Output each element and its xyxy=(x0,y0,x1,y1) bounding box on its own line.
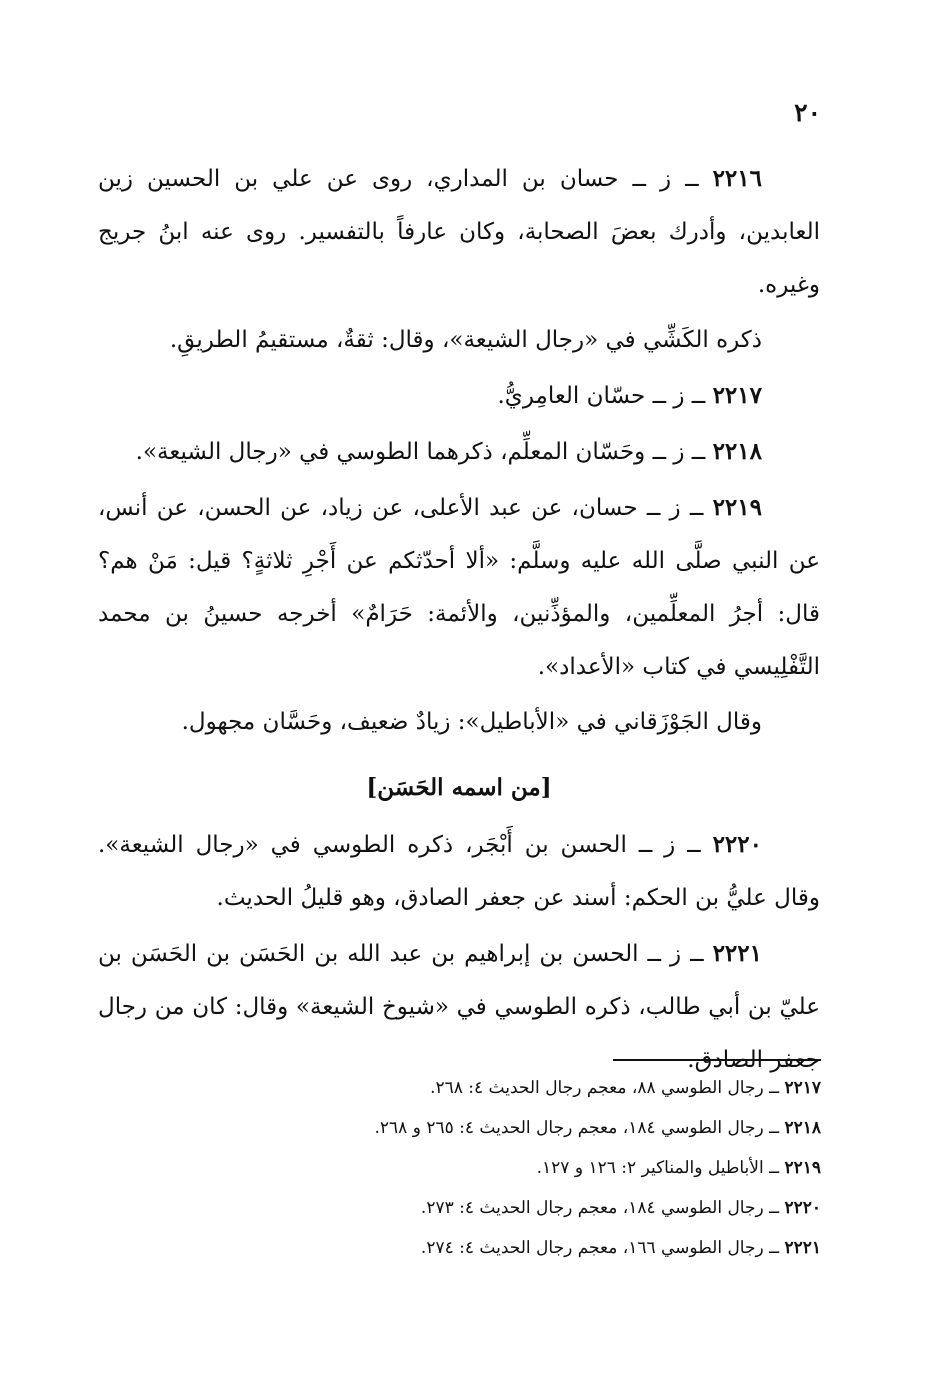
entry-text: ــ ز ــ حسان بن المداري، روى عن علي بن الحسين زين العابدين، وأدرك بعضَ الصحابة، وكان عارفاً بالتفسير. روى عنه ابنُ جريج وغيره. xyxy=(98,166,820,298)
entry-2221 xyxy=(98,927,820,1087)
footnote-2219 xyxy=(201,1148,821,1188)
entry-2216-continuation: ذكره الكَشِّي في «رجال الشيعة»، وقال: ثقةٌ، مستقيمُ الطريقِ. xyxy=(169,327,762,353)
entry-2218 xyxy=(98,425,820,479)
footnote-text: ــ رجال الطوسي ١٨٤، معجم رجال الحديث ٤: ٢٧٣. xyxy=(420,1198,785,1218)
entry-number: ٢٢١٧ xyxy=(712,382,762,409)
entry-number: ٢٢١٨ xyxy=(712,438,762,465)
entry-number: ٢٢١٩ xyxy=(712,494,762,521)
entry-2219-continuation: وقال الجَوْزَقاني في «الأباطيل»: زيادٌ ضعيف، وحَسَّان مجهول. xyxy=(181,709,762,735)
entry-2219 xyxy=(98,481,820,694)
entry-text: ــ ز ــ الحسن بن أَبْجَر، ذكره الطوسي في «رجال الشيعة». وقال عليُّ بن الحكم: أسند عن جعفر الصادق، وهو قليلُ الحديث. xyxy=(98,832,820,911)
entry-number: ٢٢٢٠ xyxy=(712,831,762,858)
footnote-number: ٢٢١٨ xyxy=(784,1118,821,1138)
footnote-2221 xyxy=(201,1228,821,1268)
footnote-number: ٢٢١٧ xyxy=(784,1078,821,1098)
footnote-2220 xyxy=(201,1188,821,1228)
entry-number: ٢٢٢١ xyxy=(712,940,762,967)
entry-text: ــ ز ــ الحسن بن إبراهيم بن عبد الله بن الحَسَن بن الحَسَن بن عليّ بن أبي طالب، ذكره الطوسي في «شيوخ الشيعة» وقال: كان من رجال جعفر الصادق. xyxy=(98,941,820,1073)
footnote-number: ٢٢٢٠ xyxy=(784,1198,821,1218)
entry-2217 xyxy=(98,369,820,423)
entry-text: ــ ز ــ حسّان العامِريُّ. xyxy=(497,383,713,409)
footnote-text: ــ رجال الطوسي ٨٨، معجم رجال الحديث ٤: ٢٦٨. xyxy=(430,1078,785,1098)
footnote-number: ٢٢١٩ xyxy=(784,1158,821,1178)
page-number: ٢٠ xyxy=(794,98,821,127)
section-heading: [من اسمه الحَسَن] xyxy=(366,774,552,801)
footnote-2218 xyxy=(201,1108,821,1148)
footnote-text: ــ الأباطيل والمناكير ٢: ١٢٦ و ١٢٧. xyxy=(536,1158,785,1178)
footnotes xyxy=(201,1068,821,1268)
footnote-text: ــ رجال الطوسي ١٨٤، معجم رجال الحديث ٤: ٢٦٥ و ٢٦٨. xyxy=(374,1118,785,1138)
entry-2216 xyxy=(98,152,820,312)
entry-text: ــ ز ــ وحَسّان المعلِّم، ذكرهما الطوسي في «رجال الشيعة». xyxy=(135,439,713,465)
footnote-2217 xyxy=(201,1068,821,1108)
footnote-text: ــ رجال الطوسي ١٦٦، معجم رجال الحديث ٤: ٢٧٤. xyxy=(420,1238,785,1258)
main-text xyxy=(98,152,820,1087)
footnote-number: ٢٢٢١ xyxy=(784,1238,821,1258)
footnote-divider xyxy=(613,1059,821,1061)
entry-text: ــ ز ــ حسان، عن عبد الأعلى، عن زياد، عن الحسن، عن أنس، عن النبي صلَّى الله عليه وسلَّم: «ألا أحدّثكم عن أَجْرِ ثلاثةٍ؟ قيل: مَنْ هم؟ قال: أجرُ المعلِّمين، والمؤذِّنين، والأئمة: حَرَامٌ» أخرجه حسينُ بن محمد التَّفْلِيسي في كتاب «الأعداد». xyxy=(98,495,820,680)
entry-number: ٢٢١٦ xyxy=(712,165,762,192)
entry-2220 xyxy=(98,818,820,925)
